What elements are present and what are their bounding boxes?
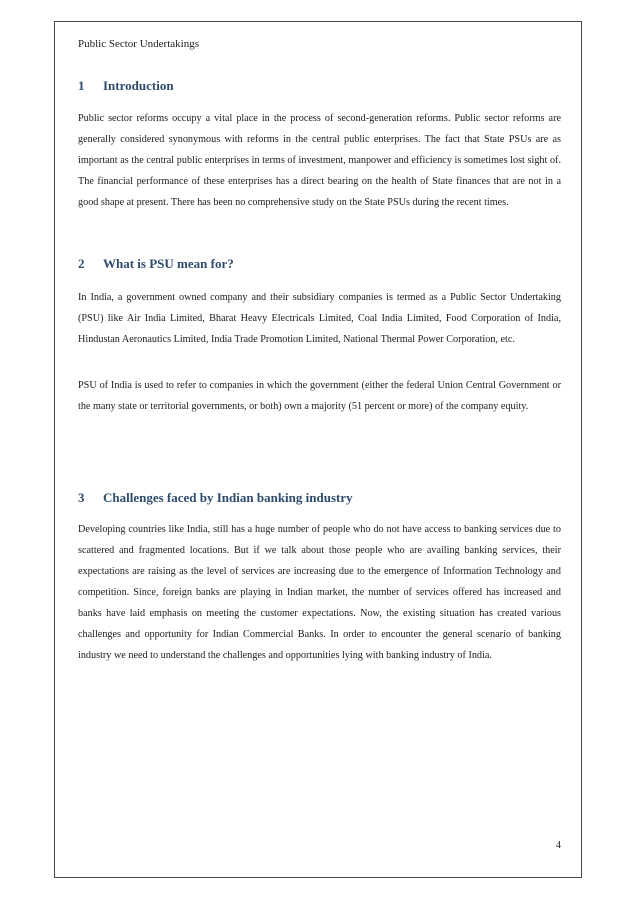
section-title: Challenges faced by Indian banking industry	[103, 490, 353, 505]
running-header: Public Sector Undertakings	[78, 38, 199, 50]
paragraph: In India, a government owned company and their subsidiary companies is termed as a Public Sector Undertaking (PSU) like Air India Limited, Bharat Heavy Electricals Limited, Coal India Limited, Food Corporation of India, Hindustan Aeronautics Limited, India Trade Promotion Limited, National Thermal Power Corporation, etc.	[78, 292, 561, 345]
paragraph: Developing countries like India, still has a huge number of people who do not have access to banking services due to scattered and fragmented locations. But if we talk about those people who are availing banking services, their expectations are raising as the level of services are increasing due to the emergence of Information Technology and competition. Since, foreign banks are playing in Indian market, the number of services offered has increased and banks have laid emphasis on meeting the customer expectations. Now, the existing situation has created various challenges and opportunity for Indian Commercial Banks. In order to encounter the general scenario of banking industry we need to understand the challenges and opportunities lying with banking industry of India.	[78, 524, 561, 661]
section-heading-challenges	[78, 490, 353, 506]
section-number: 3	[78, 490, 85, 505]
section-heading-introduction	[78, 78, 174, 94]
paragraph: Public sector reforms occupy a vital place in the process of second-generation reforms. Public sector reforms are generally considered synonymous with reforms in the central public enterprises. The fact that State PSUs are as important as the central public enterprises in terms of investment, manpower and efficiency is sometimes lost sight of. The financial performance of these enterprises has a direct bearing on the health of State finances that are not in a good shape at present. There has been no comprehensive study on the State PSUs during the recent times.	[78, 113, 561, 208]
page-number: 4	[556, 840, 561, 851]
section-number: 1	[78, 78, 85, 93]
section-number: 2	[78, 256, 85, 271]
section-title: What is PSU mean for?	[103, 256, 234, 271]
paragraph: PSU of India is used to refer to companies in which the government (either the federal Union Central Government or the many state or territorial governments, or both) own a majority (51 percent or more) of the company equity.	[78, 380, 561, 412]
section-title: Introduction	[103, 78, 174, 93]
section-heading-what-is-psu	[78, 256, 234, 272]
